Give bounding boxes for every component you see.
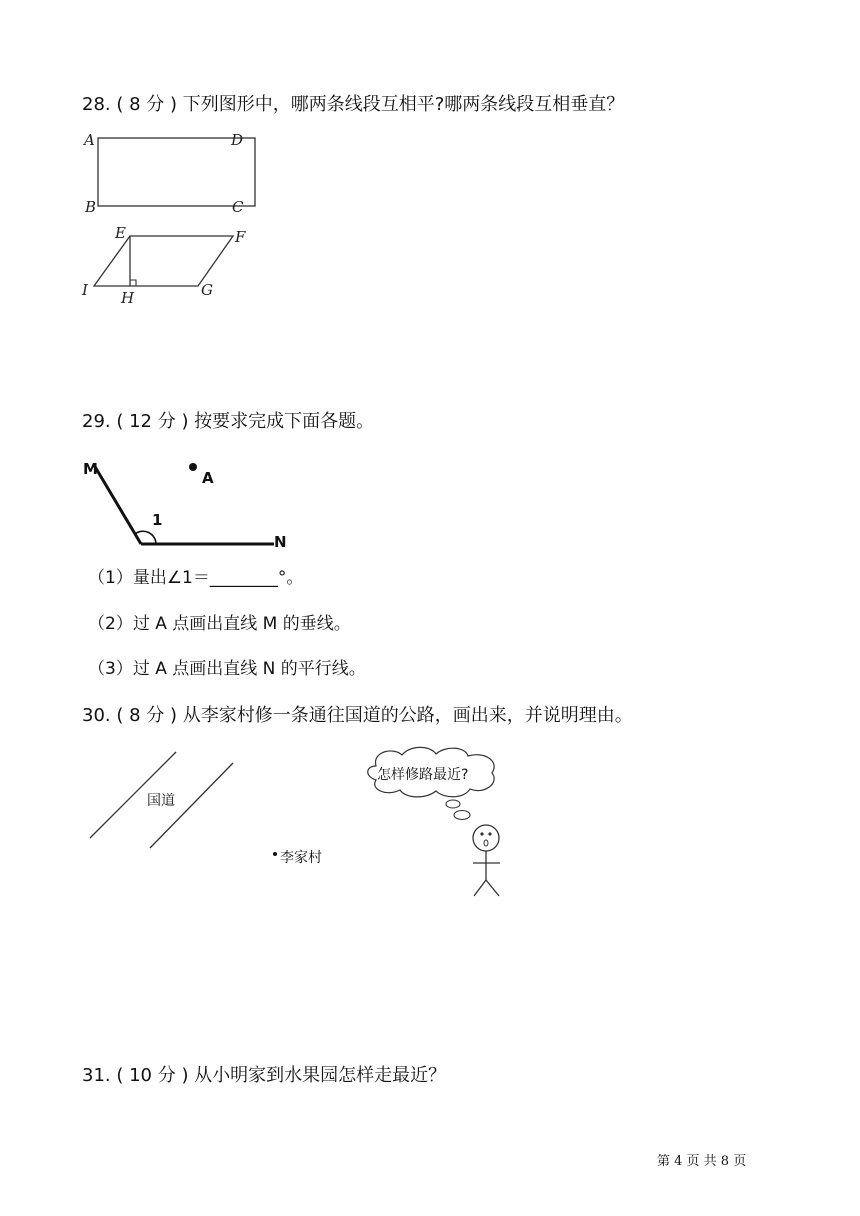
label-g: G [201, 281, 213, 299]
figure-30-road-village [80, 745, 530, 905]
label-d: D [231, 131, 244, 149]
label-i: I [82, 281, 88, 299]
question-29-part-1: （1）量出∠1＝________°。 [88, 568, 304, 588]
question-30: 30. ( 8 分 ) 从李家村修一条通往国道的公路，画出来，并说明理由。 [82, 705, 633, 726]
label-a: A [202, 469, 214, 487]
label-n: N [274, 533, 287, 551]
village-label: 李家村 [280, 850, 322, 866]
label-e: E [115, 224, 126, 242]
question-29-part-2: （2）过 A 点画出直线 M 的垂线。 [88, 614, 351, 634]
figure-28-rectangle-parallelogram [80, 125, 280, 310]
point-a-dot [189, 463, 197, 471]
label-a: A [84, 131, 95, 149]
village-dot [273, 852, 277, 856]
question-29: 29. ( 12 分 ) 按要求完成下面各题。 [82, 411, 375, 432]
label-f: F [235, 228, 246, 246]
figure-29-angle [80, 450, 300, 555]
label-m: M [83, 460, 98, 478]
label-h: H [121, 289, 135, 307]
right-angle-mark [130, 280, 136, 286]
page-footer: 第 4 页 共 8 页 [657, 1154, 747, 1169]
label-b: B [85, 198, 97, 216]
stick-figure [473, 825, 500, 896]
question-28: 28. ( 8 分 ) 下列图形中，哪两条线段互相平?哪两条线段互相垂直？ [82, 94, 625, 115]
road-label: 国道 [147, 793, 175, 809]
question-31: 31. ( 10 分 ) 从小明家到水果园怎样走最近？ [82, 1065, 447, 1086]
question-29-part-3: （3）过 A 点画出直线 N 的平行线。 [88, 659, 366, 679]
label-angle-1: 1 [152, 511, 163, 529]
ray-m [94, 465, 141, 544]
thought-bubble-2 [454, 811, 470, 820]
thought-bubble-1 [446, 800, 460, 808]
parallelogram-efgi [94, 236, 233, 286]
thought-text: 怎样修路最近? [377, 767, 469, 783]
label-c: C [232, 198, 244, 216]
